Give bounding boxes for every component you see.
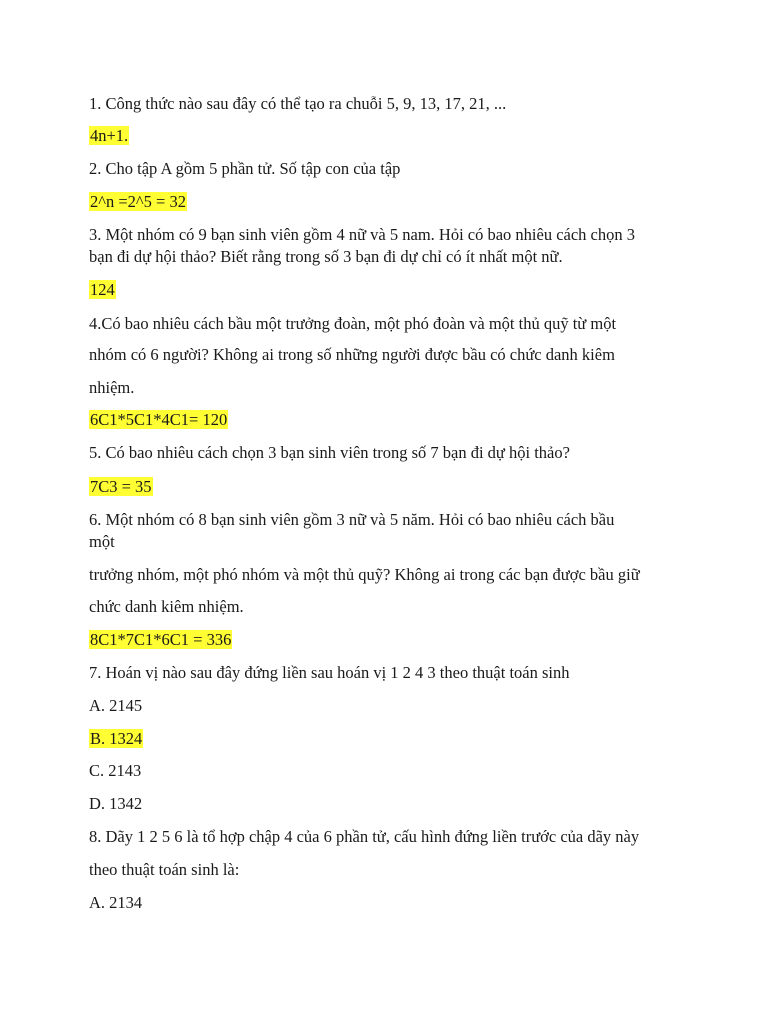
question-6-line-4: chức danh kiêm nhiệm.: [89, 597, 244, 616]
question-2-text: 2. Cho tập A gồm 5 phần tử. Số tập con của tập: [89, 159, 401, 178]
question-6-line-3: trưởng nhóm, một phó nhóm và một thủ quỹ? Không ai trong các bạn được bầu giữ: [89, 565, 640, 584]
question-7-text: 7. Hoán vị nào sau đây đứng liền sau hoán vị 1 2 4 3 theo thuật toán sinh: [89, 663, 570, 682]
answer-1-highlighted: 4n+1.: [90, 126, 129, 145]
question-6-line-1: 6. Một nhóm có 8 bạn sinh viên gồm 3 nữ và 5 năm. Hỏi có bao nhiêu cách bầu: [89, 510, 615, 529]
question-7-option-a: A. 2145: [89, 696, 143, 715]
question-7-option-c: C. 2143: [89, 761, 142, 780]
question-7-option-b-highlighted: B. 1324: [90, 729, 143, 748]
answer-4-highlighted: 6C1*5C1*4C1= 120: [90, 410, 228, 429]
question-8-line-2: theo thuật toán sinh là:: [89, 860, 240, 879]
answer-3-highlighted: 124: [90, 280, 115, 299]
question-7-option-d: D. 1342: [89, 794, 143, 813]
question-8-option-a: A. 2134: [89, 893, 143, 912]
question-4-line-1: 4.Có bao nhiêu cách bầu một trưởng đoàn, một phó đoàn và một thủ quỹ từ một: [89, 314, 617, 333]
question-5-text: 5. Có bao nhiêu cách chọn 3 bạn sinh viên trong số 7 bạn đi dự hội thảo?: [89, 443, 570, 462]
question-6-line-2: một: [89, 532, 115, 551]
question-4-line-2: nhóm có 6 người? Không ai trong số những người được bầu có chức danh kiêm: [89, 345, 615, 364]
question-1-text: 1. Công thức nào sau đây có thể tạo ra chuỗi 5, 9, 13, 17, 21, ...: [89, 94, 507, 113]
answer-5-highlighted: 7C3 = 35: [90, 477, 152, 496]
question-8-line-1: 8. Dãy 1 2 5 6 là tổ hợp chập 4 của 6 phần tử, cấu hình đứng liền trước của dãy này: [89, 827, 640, 846]
question-4-line-3: nhiệm.: [89, 378, 135, 397]
answer-2-highlighted: 2^n =2^5 = 32: [90, 192, 186, 211]
answer-6-highlighted: 8C1*7C1*6C1 = 336: [90, 630, 232, 649]
question-3-line-1: 3. Một nhóm có 9 bạn sinh viên gồm 4 nữ và 5 nam. Hỏi có bao nhiêu cách chọn 3: [89, 225, 636, 244]
question-3-line-2: bạn đi dự hội thảo? Biết rằng trong số 3 bạn đi dự chỉ có ít nhất một nữ.: [89, 247, 563, 266]
